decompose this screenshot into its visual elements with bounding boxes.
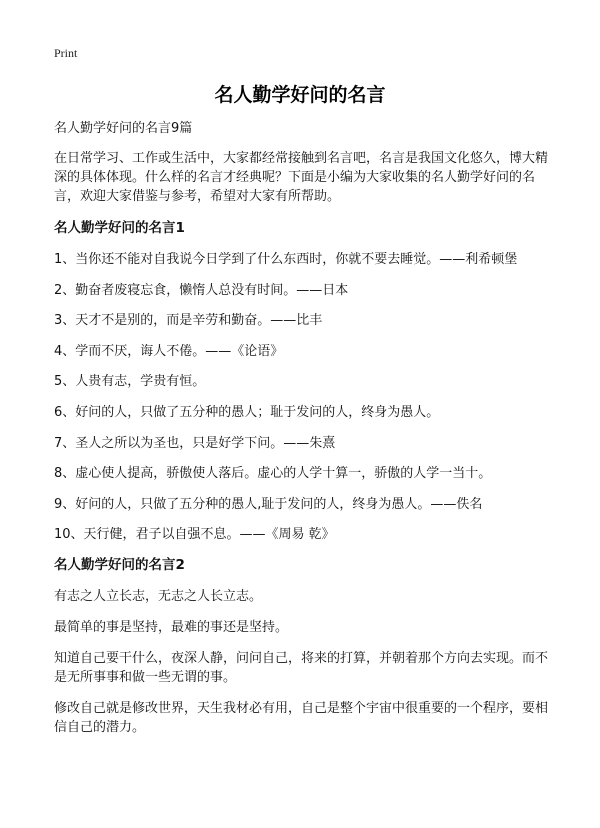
quote-paragraph: 最简单的事是坚持，最难的事还是坚持。 [54,620,289,636]
quote-paragraph: 知道自己要干什么，夜深人静，问问自己，将来的打算，并朝着那个方向去实现。而不是无所事事和做一些无谓的事。 [54,651,549,686]
section-heading-1: 名人勤学好问的名言1 [54,220,185,236]
quote-item: 7、圣人之所以为圣也，只是好学下问。——朱熹 [54,435,336,451]
intro-paragraph: 在日常学习、工作或生活中，大家都经常接触到名言吧，名言是我国文化悠久，博大精深的具体体现。什么样的名言才经典呢？下面是小编为大家收集的名人勤学好问的名言，欢迎大家借鉴与参考，希望对大家有所帮助。 [54,151,549,204]
section-heading-2: 名人勤学好问的名言2 [54,557,185,574]
quote-paragraph: 有志之人立长志，无志之人长立志。 [54,589,263,605]
quote-paragraph: 修改自己就是修改世界，天生我材必有用，自己是整个宇宙中很重要的一个程序，要相信自己的潜力。 [54,701,549,736]
document-body [54,119,554,749]
quote-item: 9、好问的人，只做了五分种的愚人,耻于发问的人，终身为愚人。——佚名 [54,496,483,512]
quote-item: 4、学而不厌，诲人不倦。——《论语》 [54,343,284,359]
quote-item: 5、人贵有志，学贵有恒。 [54,374,206,390]
quote-item: 3、天才不是别的，而是辛劳和勤奋。——比丰 [54,313,323,329]
page-title: 名人勤学好问的名言 [214,84,386,106]
quote-item: 2、勤奋者废寝忘食，懒惰人总没有时间。——日本 [54,282,349,298]
quote-item: 8、虚心使人提高，骄傲使人落后。虚心的人学十算一，骄傲的人学一当十。 [54,466,492,482]
quote-item: 10、天行健，君子以自强不息。——《周易 乾》 [54,527,335,543]
quote-item: 1、当你还不能对自我说今日学到了什么东西时，你就不要去睡觉。——利希顿堡 [54,252,518,267]
print-label: Print [54,46,78,60]
document-subtitle: 名人勤学好问的名言9篇 [54,121,193,136]
quote-item: 6、好问的人，只做了五分种的愚人；耻于发问的人，终身为愚人。 [54,404,440,420]
